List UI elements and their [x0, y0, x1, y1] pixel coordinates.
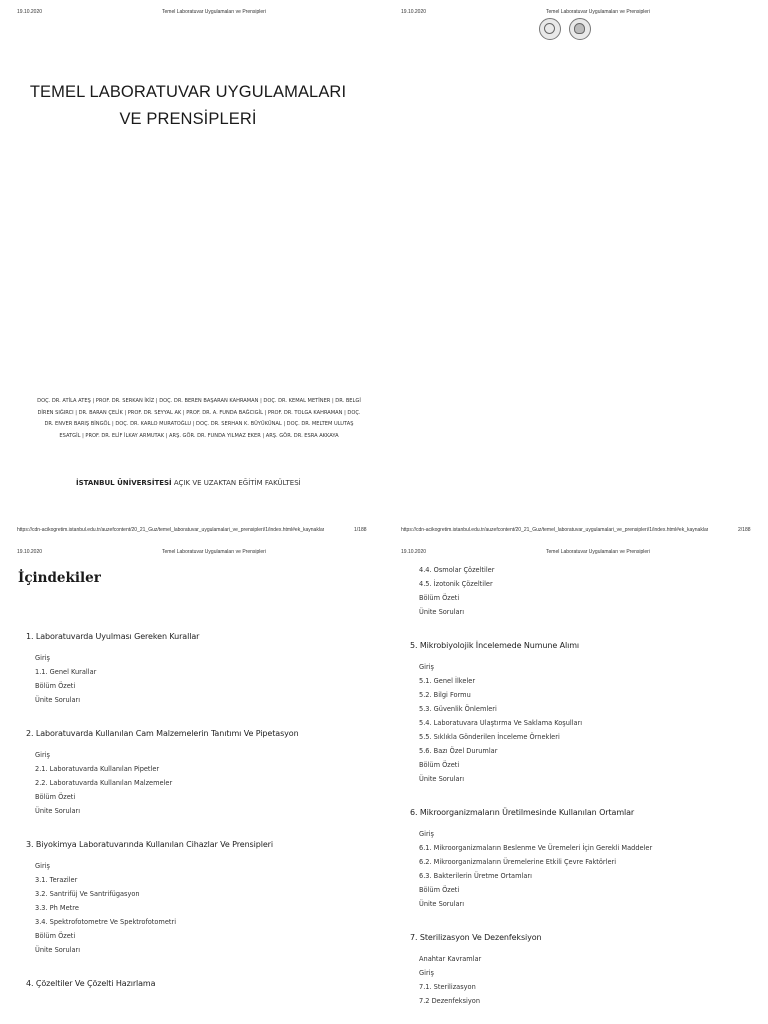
toc-entry[interactable]: Giriş [419, 663, 434, 671]
toc-entry[interactable]: Bölüm Özeti [35, 793, 76, 801]
toc-entry[interactable]: Ünite Soruları [35, 946, 81, 954]
toc-entry[interactable]: Giriş [419, 969, 434, 977]
university-name: İSTANBUL ÜNİVERSİTESİ [76, 479, 172, 487]
table-of-contents [26, 632, 376, 1010]
toc-chapter-items [419, 827, 760, 911]
toc-chapter-items [35, 748, 376, 818]
toc-entry[interactable]: Ünite Soruları [419, 775, 465, 783]
page-2 [384, 0, 768, 540]
header-doc-title: Temel Laboratuvar Uygulamaları ve Prensipleri [546, 9, 650, 15]
table-of-contents-continued [410, 563, 760, 1024]
toc-entry[interactable]: Giriş [35, 654, 50, 662]
toc-chapter [26, 729, 376, 818]
toc-entry[interactable]: 7.2 Dezenfeksiyon [419, 997, 480, 1005]
toc-chapter-title[interactable]: 2. Laboratuvarda Kullanılan Cam Malzemelerin Tanıtımı Ve Pipetasyon [26, 729, 299, 738]
toc-heading: İçindekiler [18, 570, 101, 586]
toc-entry[interactable]: Giriş [35, 751, 50, 759]
toc-chapter-items [419, 563, 760, 619]
toc-entry[interactable]: Bölüm Özeti [35, 682, 76, 690]
header-date: 19.10.2020 [17, 9, 43, 15]
page-number: 2/188 [738, 527, 751, 533]
toc-entry[interactable]: 3.3. Ph Metre [35, 904, 79, 912]
toc-chapter-title[interactable]: 6. Mikroorganizmaların Üretilmesinde Kullanılan Ortamlar [410, 808, 635, 817]
toc-entry[interactable]: 5.5. Sıklıkla Gönderilen İnceleme Örnekleri [419, 733, 560, 741]
toc-entry[interactable]: 1.1. Genel Kurallar [35, 668, 97, 676]
header-doc-title: Temel Laboratuvar Uygulamaları ve Prensipleri [162, 549, 266, 555]
toc-entry[interactable]: 4.5. İzotonik Çözeltiler [419, 580, 493, 588]
author-list: DOÇ. DR. ATİLA ATEŞ | PROF. DR. SERKAN İKİZ | DOÇ. DR. BEREN BAŞARAN KAHRAMAN | DOÇ. DR. KEMAL METİNER | DR. BELGİ DİREN SIĞIRCI | DR. BARAN ÇELİK | PROF. DR. SEYYAL AK | PROF. DR. A. FUNDA BAĞCIGİL | PROF. DR. TOLGA KAHRAMAN | DOÇ. DR. ENVER BARIŞ BİNGÖL | DOÇ. DR. KARLO MURATOĞLU | DOÇ. DR. SERHAN K. BÜYÜKÜNAL | DOÇ. DR. MELTEM ULUTAŞ ESATGİL | PROF. DR. ELİF İLKAY ARMUTAK | ARŞ. GÖR. DR. FUNDA YILMAZ EKER | ARŞ. GÖR. DR. ESRA AKKAYA [37, 398, 361, 439]
toc-chapter [26, 840, 376, 957]
toc-entry[interactable]: Ünite Soruları [419, 900, 465, 908]
toc-entry[interactable]: 5.6. Bazı Özel Durumlar [419, 747, 498, 755]
header-date: 19.10.2020 [401, 9, 427, 15]
cover-title [20, 79, 356, 133]
toc-chapter-title[interactable]: 4. Çözeltiler Ve Çözelti Hazırlama [26, 979, 156, 988]
page-number: 1/188 [354, 527, 367, 533]
university-line [76, 479, 301, 487]
toc-chapter-items [35, 651, 376, 707]
toc-chapter-items [419, 660, 760, 786]
toc-entry[interactable]: 6.2. Mikroorganizmaların Üremelerine Etkili Çevre Faktörleri [419, 858, 617, 866]
toc-entry[interactable]: 3.2. Santrifüj Ve Santrifügasyon [35, 890, 140, 898]
toc-entry[interactable]: Giriş [35, 862, 50, 870]
toc-chapter [26, 632, 376, 707]
toc-chapter [410, 933, 760, 1008]
toc-entry[interactable]: 4.4. Osmolar Çözeltiler [419, 566, 495, 574]
toc-entry[interactable]: Bölüm Özeti [419, 594, 460, 602]
page-4 [384, 540, 768, 1024]
header-doc-title: Temel Laboratuvar Uygulamaları ve Prensipleri [162, 9, 266, 15]
toc-entry[interactable]: 5.3. Güvenlik Önlemleri [419, 705, 497, 713]
toc-chapter-title[interactable]: 7. Sterilizasyon Ve Dezenfeksiyon [410, 933, 542, 942]
toc-entry[interactable]: Ünite Soruları [419, 608, 465, 616]
toc-chapter [410, 808, 760, 911]
toc-entry[interactable]: 5.4. Laboratuvara Ulaştırma Ve Saklama Koşulları [419, 719, 583, 727]
faculty-name: AÇIK VE UZAKTAN EĞİTİM FAKÜLTESİ [173, 479, 301, 487]
toc-chapter [26, 979, 376, 988]
toc-entry[interactable]: 7.1. Sterilizasyon [419, 983, 476, 991]
toc-entry[interactable]: 5.2. Bilgi Formu [419, 691, 471, 699]
cover-title-line1: TEMEL LABORATUVAR UYGULAMALARI [29, 83, 347, 101]
toc-entry[interactable]: Bölüm Özeti [419, 761, 460, 769]
toc-entry[interactable]: 5.1. Genel İlkeler [419, 677, 476, 685]
cover-title-line2: VE PRENSİPLERİ [119, 110, 257, 128]
toc-chapter [410, 641, 760, 786]
toc-entry[interactable]: Ünite Soruları [35, 807, 81, 815]
university-seal-logo [539, 18, 561, 40]
toc-chapter-title[interactable]: 1. Laboratuvarda Uyulması Gereken Kurallar [26, 632, 200, 641]
logo-group [539, 18, 591, 40]
toc-entry[interactable]: 6.1. Mikroorganizmaların Beslenme Ve Üremeleri İçin Gerekli Maddeler [419, 844, 653, 852]
toc-chapter-title[interactable]: 3. Biyokimya Laboratuvarında Kullanılan Cihazlar Ve Prensipleri [26, 840, 273, 849]
page-1 [0, 0, 384, 540]
header-doc-title: Temel Laboratuvar Uygulamaları ve Prensipleri [546, 549, 650, 555]
toc-entry[interactable]: 6.3. Bakterilerin Üretme Ortamları [419, 872, 532, 880]
toc-entry[interactable]: Giriş [419, 830, 434, 838]
toc-chapter-items [419, 952, 760, 1008]
toc-entry[interactable]: 2.1. Laboratuvarda Kullanılan Pipetler [35, 765, 160, 773]
toc-entry[interactable]: 2.2. Laboratuvarda Kullanılan Malzemeler [35, 779, 173, 787]
toc-entry[interactable]: Anahtar Kavramlar [419, 955, 482, 963]
toc-entry[interactable]: Bölüm Özeti [35, 932, 76, 940]
faculty-emblem-logo [569, 18, 591, 40]
toc-chapter-items [35, 859, 376, 957]
toc-entry[interactable]: 3.1. Teraziler [35, 876, 78, 884]
toc-chapter-title[interactable]: 5. Mikrobiyolojik İncelemede Numune Alımı [410, 641, 580, 650]
header-date: 19.10.2020 [401, 549, 427, 555]
toc-entry[interactable]: Bölüm Özeti [419, 886, 460, 894]
footer-url[interactable]: https://cdn-acikogretim.istanbul.edu.tr/auzefcontent/20_21_Guz/temel_laboratuvar_uygulamalari_ve_prensipleri/1/index.html#ek_kaynaklar [17, 527, 325, 533]
footer-url[interactable]: https://cdn-acikogretim.istanbul.edu.tr/auzefcontent/20_21_Guz/temel_laboratuvar_uygulamalari_ve_prensipleri/1/index.html#ek_kaynaklar [401, 527, 709, 533]
header-date: 19.10.2020 [17, 549, 43, 555]
toc-entry[interactable]: Ünite Soruları [35, 696, 81, 704]
toc-entry[interactable]: 3.4. Spektrofotometre Ve Spektrofotometri [35, 918, 177, 926]
page-3 [0, 540, 384, 1024]
